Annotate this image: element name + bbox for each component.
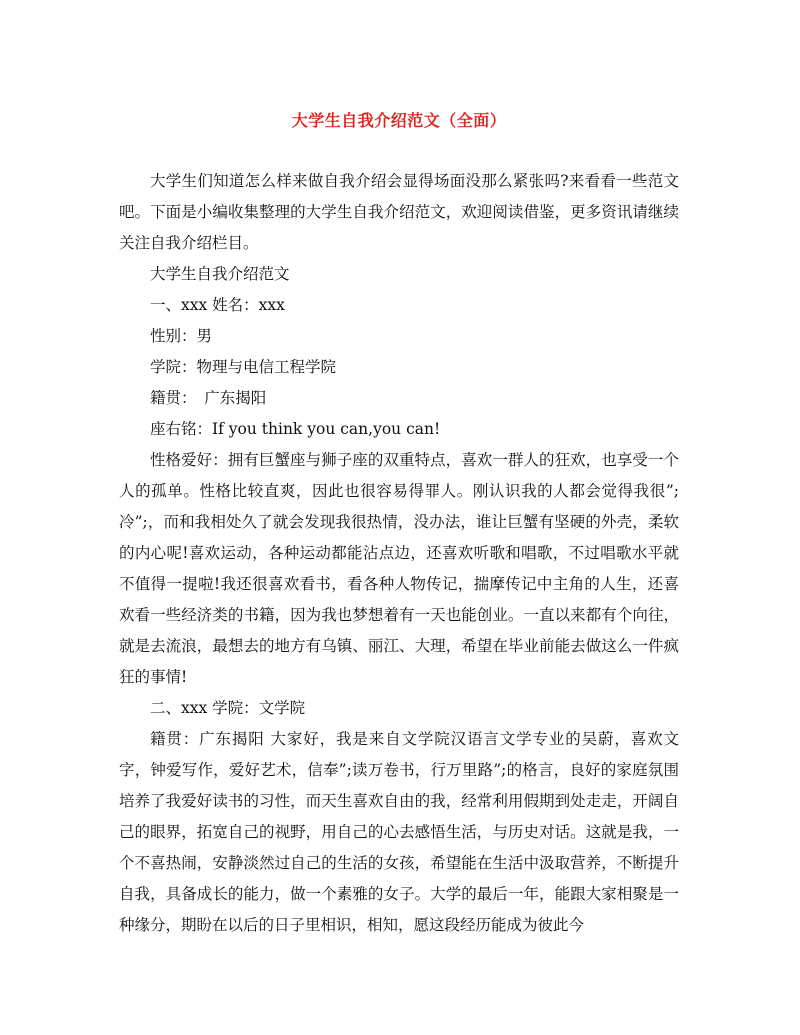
profile-2-college: 二、xxx 学院：文学院	[150, 699, 306, 717]
profile-1-name: 一、xxx 姓名：xxx	[150, 296, 285, 314]
section-heading: 大学生自我介绍范文	[150, 265, 290, 283]
profile-2-intro: 籍贯：广东揭阳 大家好，我是来自文学院汉语言文学专业的吴蔚，喜欢文字，钟爱写作，爱好艺术，信奉”;读万卷书，行万里路”;的格言，良好的家庭氛围培养了我爱好读书的习性，而天生喜欢自由的我，经常利用假期到处走走，开阔自己的眼界，拓宽自己的视野，用自己的心去感悟生活，与历史对话。这就是我，一个不喜热闹，安静淡然过自己的生活的女孩，希望能在生活中汲取营养，不断提升自我，具备成长的能力，做一个素雅的女子。大学的最后一年，能跟大家相聚是一种缘分，期盼在以后的日子里相识，相知，愿这段经历能成为彼此今	[119, 730, 679, 934]
profile-1-motto: 座右铭：If you think you can,you can!	[150, 420, 441, 438]
document-title: 大学生自我介绍范文（全面）	[291, 111, 507, 130]
profile-1-college: 学院：物理与电信工程学院	[150, 358, 337, 376]
intro-paragraph: 大学生们知道怎么样来做自我介绍会显得场面没那么紧张吗?来看看一些范文吧。下面是小编收集整理的大学生自我介绍范文，欢迎阅读借鉴，更多资讯请继续关注自我介绍栏目。	[119, 172, 679, 252]
profile-1-gender: 性别：男	[150, 327, 213, 345]
profile-1-personality: 性格爱好：拥有巨蟹座与狮子座的双重特点，喜欢一群人的狂欢，也享受一个人的孤单。性格比较直爽，因此也很容易得罪人。刚认识我的人都会觉得我很”;冷”;，而和我相处久了就会发现我很热情，没办法，谁让巨蟹有坚硬的外壳，柔软的内心呢!喜欢运动，各种运动都能沾点边，还喜欢听歌和唱歌，不过唱歌水平就不值得一提啦!我还很喜欢看书，看各种人物传记，揣摩传记中主角的人生，还喜欢看一些经济类的书籍，因为我也梦想着有一天也能创业。一直以来都有个向往，就是去流浪，最想去的地方有乌镇、丽江、大理，希望在毕业前能去做这么一件疯狂的事情!	[119, 451, 679, 686]
profile-1-hometown: 籍贯： 广东揭阳	[150, 389, 267, 407]
document-body	[119, 166, 679, 941]
